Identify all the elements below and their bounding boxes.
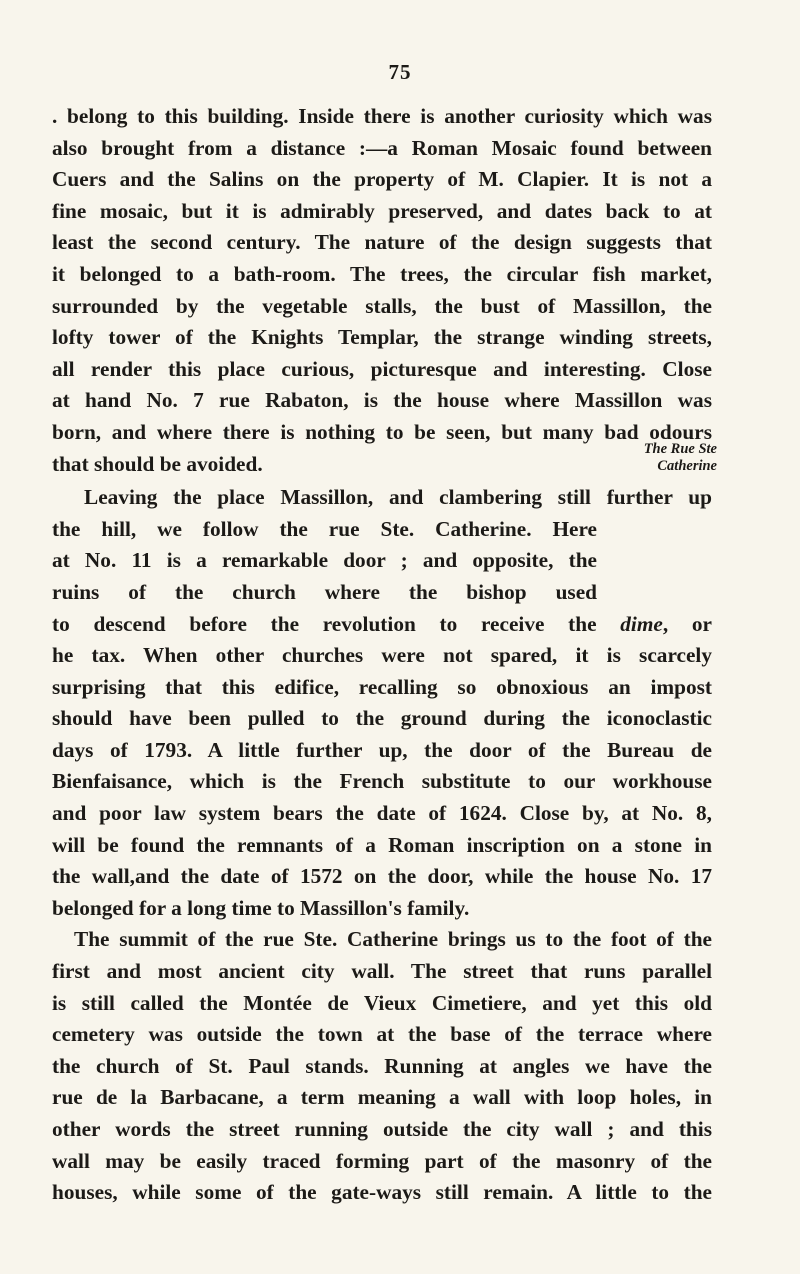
- text-line: . belong to this building. Inside there is another curiosity which was: [52, 104, 712, 128]
- margin-note: [607, 441, 717, 475]
- text-line: also brought from a distance :—a Roman Mosaic found between: [52, 135, 712, 160]
- text-line: will be found the remnants of a Roman inscription on a stone in: [52, 832, 712, 857]
- margin-note-line: The Rue Ste: [643, 441, 717, 457]
- text-line: Leaving the place Massillon, and clambering still further up: [84, 485, 712, 510]
- text-line: other words the street running outside the city wall ; and this: [52, 1117, 712, 1141]
- text-line: days of 1793. A little further up, the door of the Bureau de: [52, 737, 712, 762]
- text-line: first and most ancient city wall. The street that runs parallel: [52, 959, 712, 984]
- text-line: Cuers and the Salins on the property of M. Clapier. It is not a: [52, 167, 712, 192]
- body-text: [52, 101, 712, 1209]
- text-line: at No. 11 is a remarkable door ; and opposite, the: [52, 548, 597, 573]
- text-line: houses, while some of the gate-ways still remain. A little to the: [52, 1180, 712, 1205]
- text-span: to descend before the revolution to receive the: [52, 611, 597, 636]
- text-line: surrounded by the vegetable stalls, the bust of Massillon, the: [52, 293, 712, 318]
- text-line: all render this place curious, picturesque and interesting. Close: [52, 356, 712, 381]
- italic-word: dime: [620, 611, 663, 636]
- text-span: , or: [662, 611, 713, 636]
- margin-note-line: Catherine: [657, 458, 717, 474]
- text-line: Bienfaisance, which is the French substitute to our workhouse: [52, 769, 712, 794]
- text-line: at hand No. 7 rue Rabaton, is the house where Massillon was: [52, 388, 712, 413]
- text-line: least the second century. The nature of the design suggests that: [52, 230, 712, 255]
- text-line: wall may be easily traced forming part of the masonry of the: [52, 1148, 712, 1173]
- text-line: is still called the Montée de Vieux Cimetiere, and yet this old: [52, 990, 712, 1015]
- text-line: fine mosaic, but it is admirably preserved, and dates back to at: [52, 198, 712, 223]
- text-line: should have been pulled to the ground during the iconoclastic: [52, 706, 712, 731]
- text-line: the church of St. Paul stands. Running at angles we have the: [52, 1053, 712, 1078]
- text-line: rue de la Barbacane, a term meaning a wall with loop holes, in: [52, 1085, 712, 1110]
- text-line: The summit of the rue Ste. Catherine brings us to the foot of the: [74, 927, 712, 952]
- text-line: surprising that this edifice, recalling so obnoxious an impost: [52, 674, 712, 699]
- text-line: cemetery was outside the town at the base of the terrace where: [52, 1022, 712, 1047]
- text-line: it belonged to a bath-room. The trees, the circular fish market,: [52, 261, 712, 286]
- text-line: that should be avoided.: [52, 451, 263, 476]
- page-number: 75: [388, 60, 412, 84]
- text-line-mixed: [52, 609, 712, 641]
- text-line: ruins of the church where the bishop used: [52, 579, 597, 604]
- text-line: the hill, we follow the rue Ste. Catherine. Here: [52, 516, 597, 541]
- text-line: belonged for a long time to Massillon's family.: [52, 895, 470, 920]
- text-line: he tax. When other churches were not spared, it is scarcely: [52, 643, 712, 668]
- text-line: lofty tower of the Knights Templar, the strange winding streets,: [52, 325, 712, 350]
- text-line: and poor law system bears the date of 1624. Close by, at No. 8,: [52, 801, 712, 826]
- text-line: born, and where there is nothing to be seen, but many bad odours: [52, 419, 712, 444]
- text-line: the wall,and the date of 1572 on the door, while the house No. 17: [52, 864, 712, 889]
